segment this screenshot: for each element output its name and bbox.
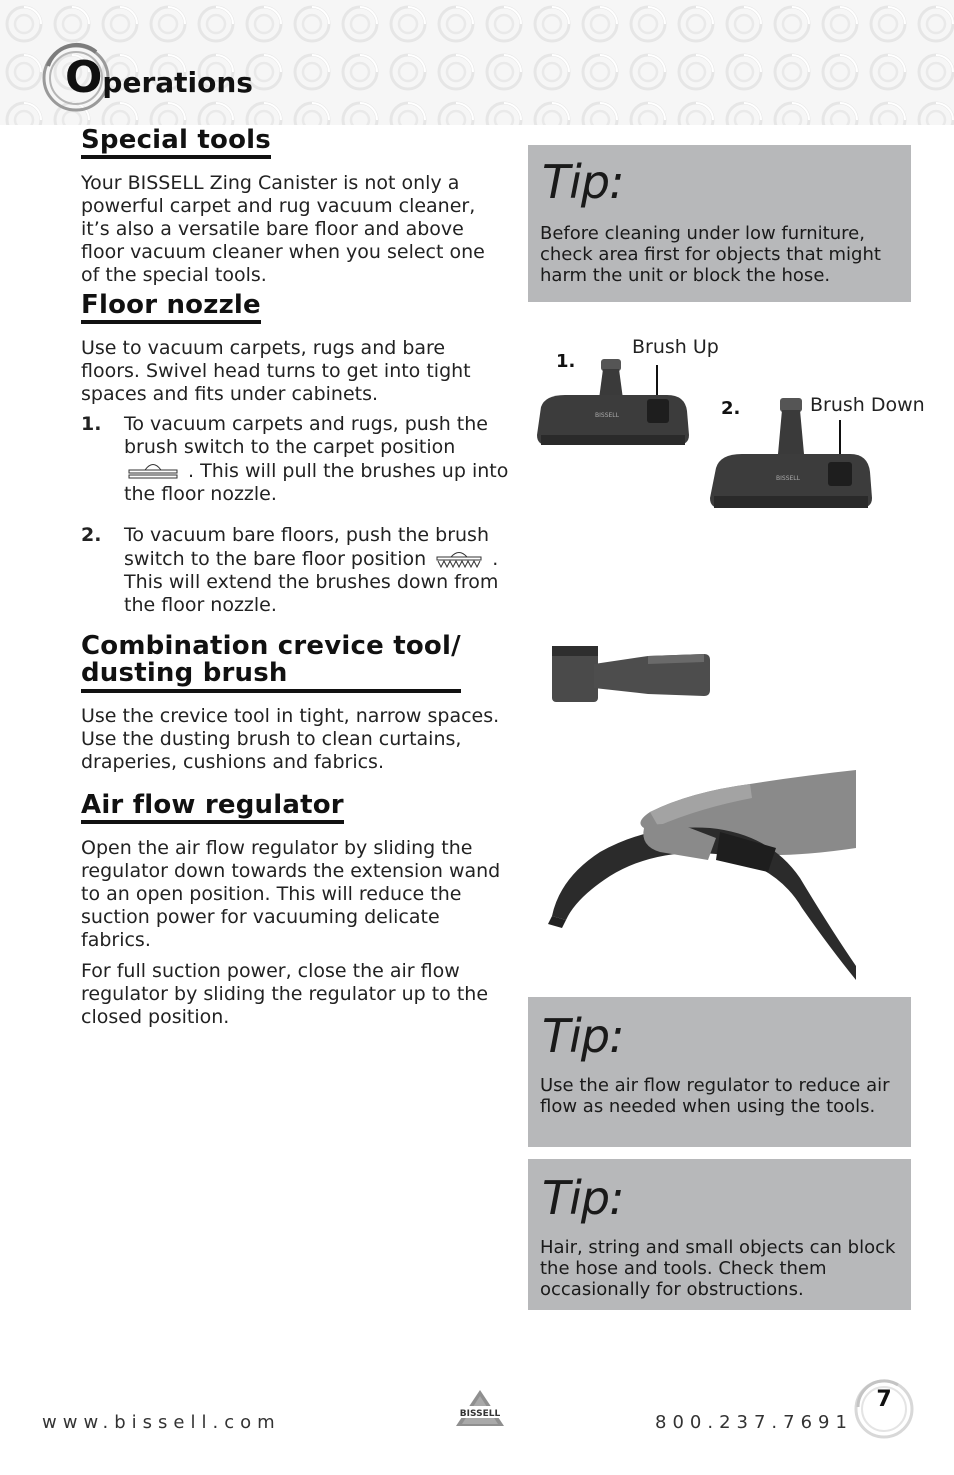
- figure-1-number: 1.: [556, 351, 576, 372]
- tip-title: Tip:: [542, 1171, 624, 1225]
- floor-nozzle-body: Use to vacuum carpets, rugs and bare floors. Swivel head turns to get into tight spaces and fits under cabinets.: [81, 337, 471, 406]
- tip-text: Use the air flow regulator to reduce air flow as needed when using the tools.: [540, 1075, 890, 1117]
- figure-1-label: Brush Up: [632, 336, 719, 358]
- floor-nozzle-step-1: [81, 413, 511, 506]
- step-number: 1.: [81, 413, 102, 435]
- step-1-text-after: . This will pull the brushes up into the floor nozzle.: [124, 460, 509, 505]
- step-number: 2.: [81, 524, 102, 546]
- carpet-position-icon: [127, 459, 179, 481]
- page-title-cap: O: [65, 52, 103, 103]
- floor-nozzle-heading: Floor nozzle: [81, 292, 261, 324]
- step-2-text-before: To vacuum bare floors, push the brush switch to the bare floor position: [124, 524, 489, 570]
- special-tools-heading: Special tools: [81, 127, 271, 159]
- page-number-badge: [852, 1377, 916, 1441]
- tip-box-low-furniture: [528, 145, 911, 302]
- crevice-body: Use the crevice tool in tight, narrow spaces. Use the dusting brush to clean curtains, draperies, cushions and fabrics.: [81, 704, 500, 773]
- logo-text: BISSELL: [459, 1409, 501, 1419]
- bare-floor-position-icon: [435, 547, 483, 569]
- air-flow-section: [81, 792, 506, 1029]
- tip-text: Before cleaning under low furniture, check area first for objects that might harm the unit or block the hose.: [540, 223, 881, 286]
- tip-title: Tip:: [542, 155, 624, 209]
- page-title: [65, 52, 253, 103]
- svg-text:BISSELL: BISSELL: [595, 412, 619, 419]
- air-flow-body-2: For full suction power, close the air flow regulator by sliding the regulator up to the closed position.: [81, 960, 489, 1029]
- page-title-block: [40, 42, 360, 112]
- figure-2-number: 2.: [721, 398, 741, 419]
- step-2-text-after: . This will extend the brushes down from the floor nozzle.: [124, 548, 499, 616]
- footer-website[interactable]: www.bissell.com: [42, 1412, 281, 1433]
- page-title-rest: perations: [102, 66, 253, 99]
- tip-box-air-flow: [528, 997, 911, 1147]
- tip-box-obstructions: [528, 1159, 911, 1310]
- bissell-logo: [448, 1386, 512, 1436]
- page-number: 7: [876, 1387, 892, 1412]
- floor-nozzle-step-2: [81, 524, 511, 617]
- crevice-heading-line-2: dusting brush: [81, 658, 288, 689]
- figure-2-label: Brush Down: [810, 394, 925, 416]
- special-tools-body: Your BISSELL Zing Canister is not only a powerful carpet and rug vacuum cleaner, it’s also a versatile bare floor and above floor vacuum cleaner when you select one of the special tools.: [81, 172, 485, 287]
- crevice-heading-line-1: Combination crevice tool/: [81, 631, 461, 661]
- crevice-heading: [81, 633, 461, 693]
- tip-text: Hair, string and small objects can block the hose and tools. Check them occasionally for obstructions.: [540, 1237, 896, 1300]
- footer-phone: 800.237.7691: [655, 1412, 853, 1433]
- floor-nozzle-brush-down-image: [706, 396, 878, 511]
- air-flow-heading: Air flow regulator: [81, 792, 344, 824]
- hand-holding-hose-image: [540, 768, 860, 980]
- step-1-text-before: To vacuum carpets and rugs, push the brush switch to the carpet position: [124, 413, 488, 458]
- special-tools-section: [81, 127, 506, 287]
- crevice-section: [81, 633, 506, 774]
- svg-text:BISSELL: BISSELL: [776, 475, 800, 482]
- crevice-tool-image: [548, 640, 713, 710]
- floor-nozzle-brush-up-image: [535, 355, 695, 450]
- floor-nozzle-section: [81, 292, 506, 406]
- tip-title: Tip:: [542, 1009, 624, 1063]
- air-flow-body-1: Open the air flow regulator by sliding the regulator down towards the extension wand to an open position. This will reduce the suction power for vacuuming delicate fabrics.: [81, 837, 501, 952]
